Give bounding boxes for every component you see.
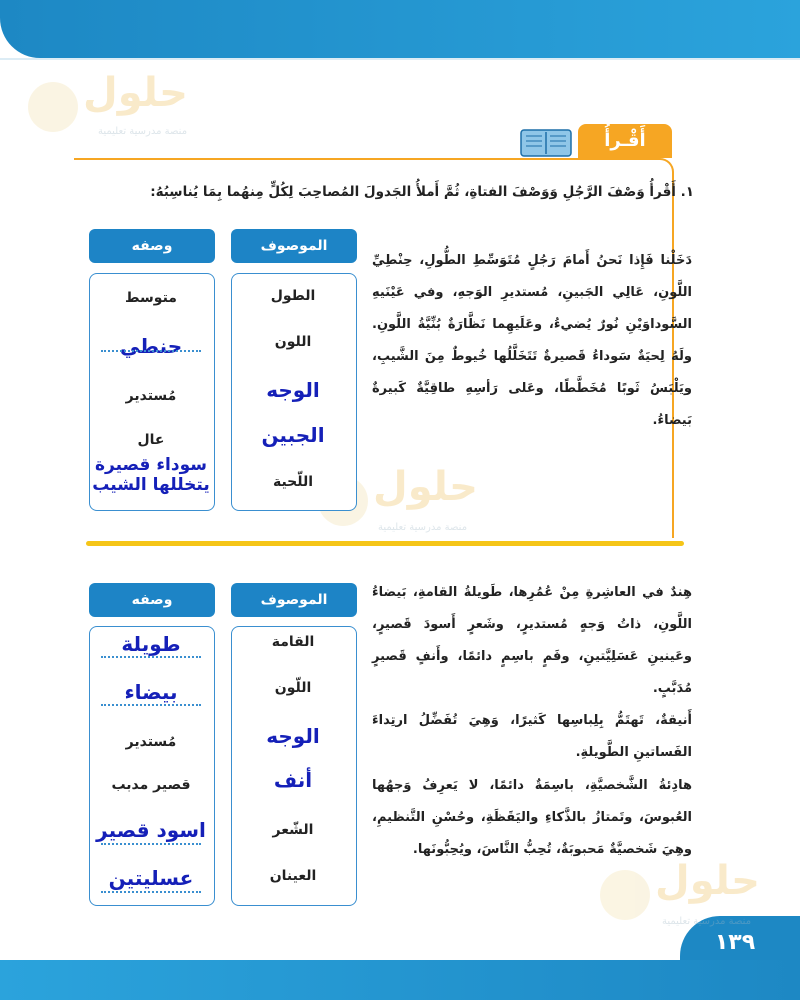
described-cell: القامة (271, 634, 315, 650)
description-cell: متوسط (125, 290, 177, 306)
description-header: وصفه (89, 583, 215, 617)
description-column (89, 626, 215, 906)
described-cell: الوجه (266, 724, 320, 748)
watermark-circle (28, 82, 78, 132)
watermark-text: حلول (373, 464, 478, 510)
read-section-tab: أَقْـرأُ (578, 124, 672, 158)
described-cell: الوجه (266, 378, 320, 402)
described-cell: اللّون (274, 680, 312, 696)
described-header: الموصوف (231, 229, 357, 263)
described-cell: اللون (274, 334, 312, 350)
described-cell: العينان (269, 868, 317, 884)
description-cell: عسليتين (108, 866, 194, 890)
answer-line (101, 843, 201, 845)
watermark-text: حلول (655, 858, 760, 904)
description-cell: بيضاء (124, 680, 178, 704)
description-cell: عال (137, 432, 165, 448)
watermark-tagline: منصة مدرسية تعليمية (98, 126, 188, 137)
watermark-tagline: منصة مدرسية تعليمية (662, 916, 752, 927)
described-header: الموصوف (231, 583, 357, 617)
watermark-tagline: منصة مدرسية تعليمية (378, 522, 468, 533)
section-divider (86, 541, 684, 546)
answer-line (101, 704, 201, 706)
description-cell: اسود قصير (96, 818, 206, 842)
description-cell: طويلة (121, 632, 181, 656)
watermark-logo (600, 858, 790, 938)
answer-line (101, 891, 201, 893)
described-cell: الجبين (261, 423, 325, 447)
open-book-icon (520, 126, 572, 158)
description-header: وصفه (89, 229, 215, 263)
girl-description-paragraph: هادِئةُ الشَّخصيَّةِ، باسِمَةٌ دائمًا، لا يَعرِفُ وَجهُها العُبوسَ، وتَمتازُ بالذَّكاءِ واليَقَظَةِ، وحُسْنِ التَّنظيمِ، وهِيَ شَخصيَّةٌ مَحبوبَةٌ، تُحِبُّ النَّاسَ، ويُحِبُّونَها. (372, 778, 692, 857)
description-cell: حنطي (119, 334, 183, 358)
bottom-band (0, 960, 800, 1000)
watermark-logo (28, 70, 228, 150)
description-cell: مُستدير (125, 734, 177, 750)
description-cell: مُستدير (125, 388, 177, 404)
answer-line (101, 350, 201, 352)
answer-line (101, 656, 201, 658)
description-cell: قصير مدبب (111, 777, 191, 793)
watermark-circle (600, 870, 650, 920)
description-cell: سوداء قصيرة يتخللها الشيب (92, 455, 210, 495)
described-cell: أنف (273, 768, 313, 792)
watermark-text: حلول (83, 70, 188, 116)
described-cell: الشّعر (272, 822, 314, 838)
top-band (0, 0, 800, 58)
girl-description-paragraph: أَنيقةٌ، تَهتَمُّ بِلِباسِها كَثيرًا، وَهِيَ تُفَضِّلُ ارتِداءَ الفَساتينِ الطَّويلةِ. (372, 713, 692, 760)
man-description-paragraph: دَخَلْنا فَإِذا نَحنُ أَمامَ رَجُلٍ مُتَوَسِّطِ الطُّولِ، حِنْطِيِّ اللَّونِ، عَالِي الجَبينِ، مُستديرِ الوَجهِ، وفي عَيْنَيهِ السَّوداوَيْنِ نُورٌ يُضيءُ، وعَلَيهِما نَظَّارَةٌ بُنِّيَّةُ اللَّونِ. ولَهُ لِحيَةٌ سَوداءُ قَصيرةٌ تَتَخَلَّلُها خُيوطٌ مِنَ الشَّيبِ، ويَلْبَسُ ثَوبًا مُخَطَّطًا، وعَلى رَأسِهِ طاقِيَّةٌ كَبيرةٌ بَيضاءُ. (372, 253, 692, 428)
girl-description-paragraph: هِندٌ في العاشِرةِ مِنْ عُمُرِها، طَويلةُ القامةِ، بَيضاءُ اللَّونِ، ذاتُ وَجهٍ مُستديرٍ، وشَعرٍ أَسودَ قَصيرٍ، وعَينينِ عَسَلِيَّتينِ، وفَمٍ باسِمٍ دائمًا، وأَنفٍ قَصيرٍ مُدَبَّبٍ. (372, 585, 692, 696)
described-cell: اللّحية (272, 474, 314, 490)
described-column (231, 626, 357, 906)
page-number: ١٣٩ (714, 930, 756, 955)
described-cell: الطول (270, 288, 316, 304)
exercise-instruction: ١. أَقْرأُ وَصْفَ الرَّجُلِ وَوَصْفَ الفتاةِ، ثُمَّ أَملأُ الجَدولَ المُصاحِبَ لِكُلٍّ مِنهُما بِمَا يُناسِبُهُ: (150, 184, 694, 200)
